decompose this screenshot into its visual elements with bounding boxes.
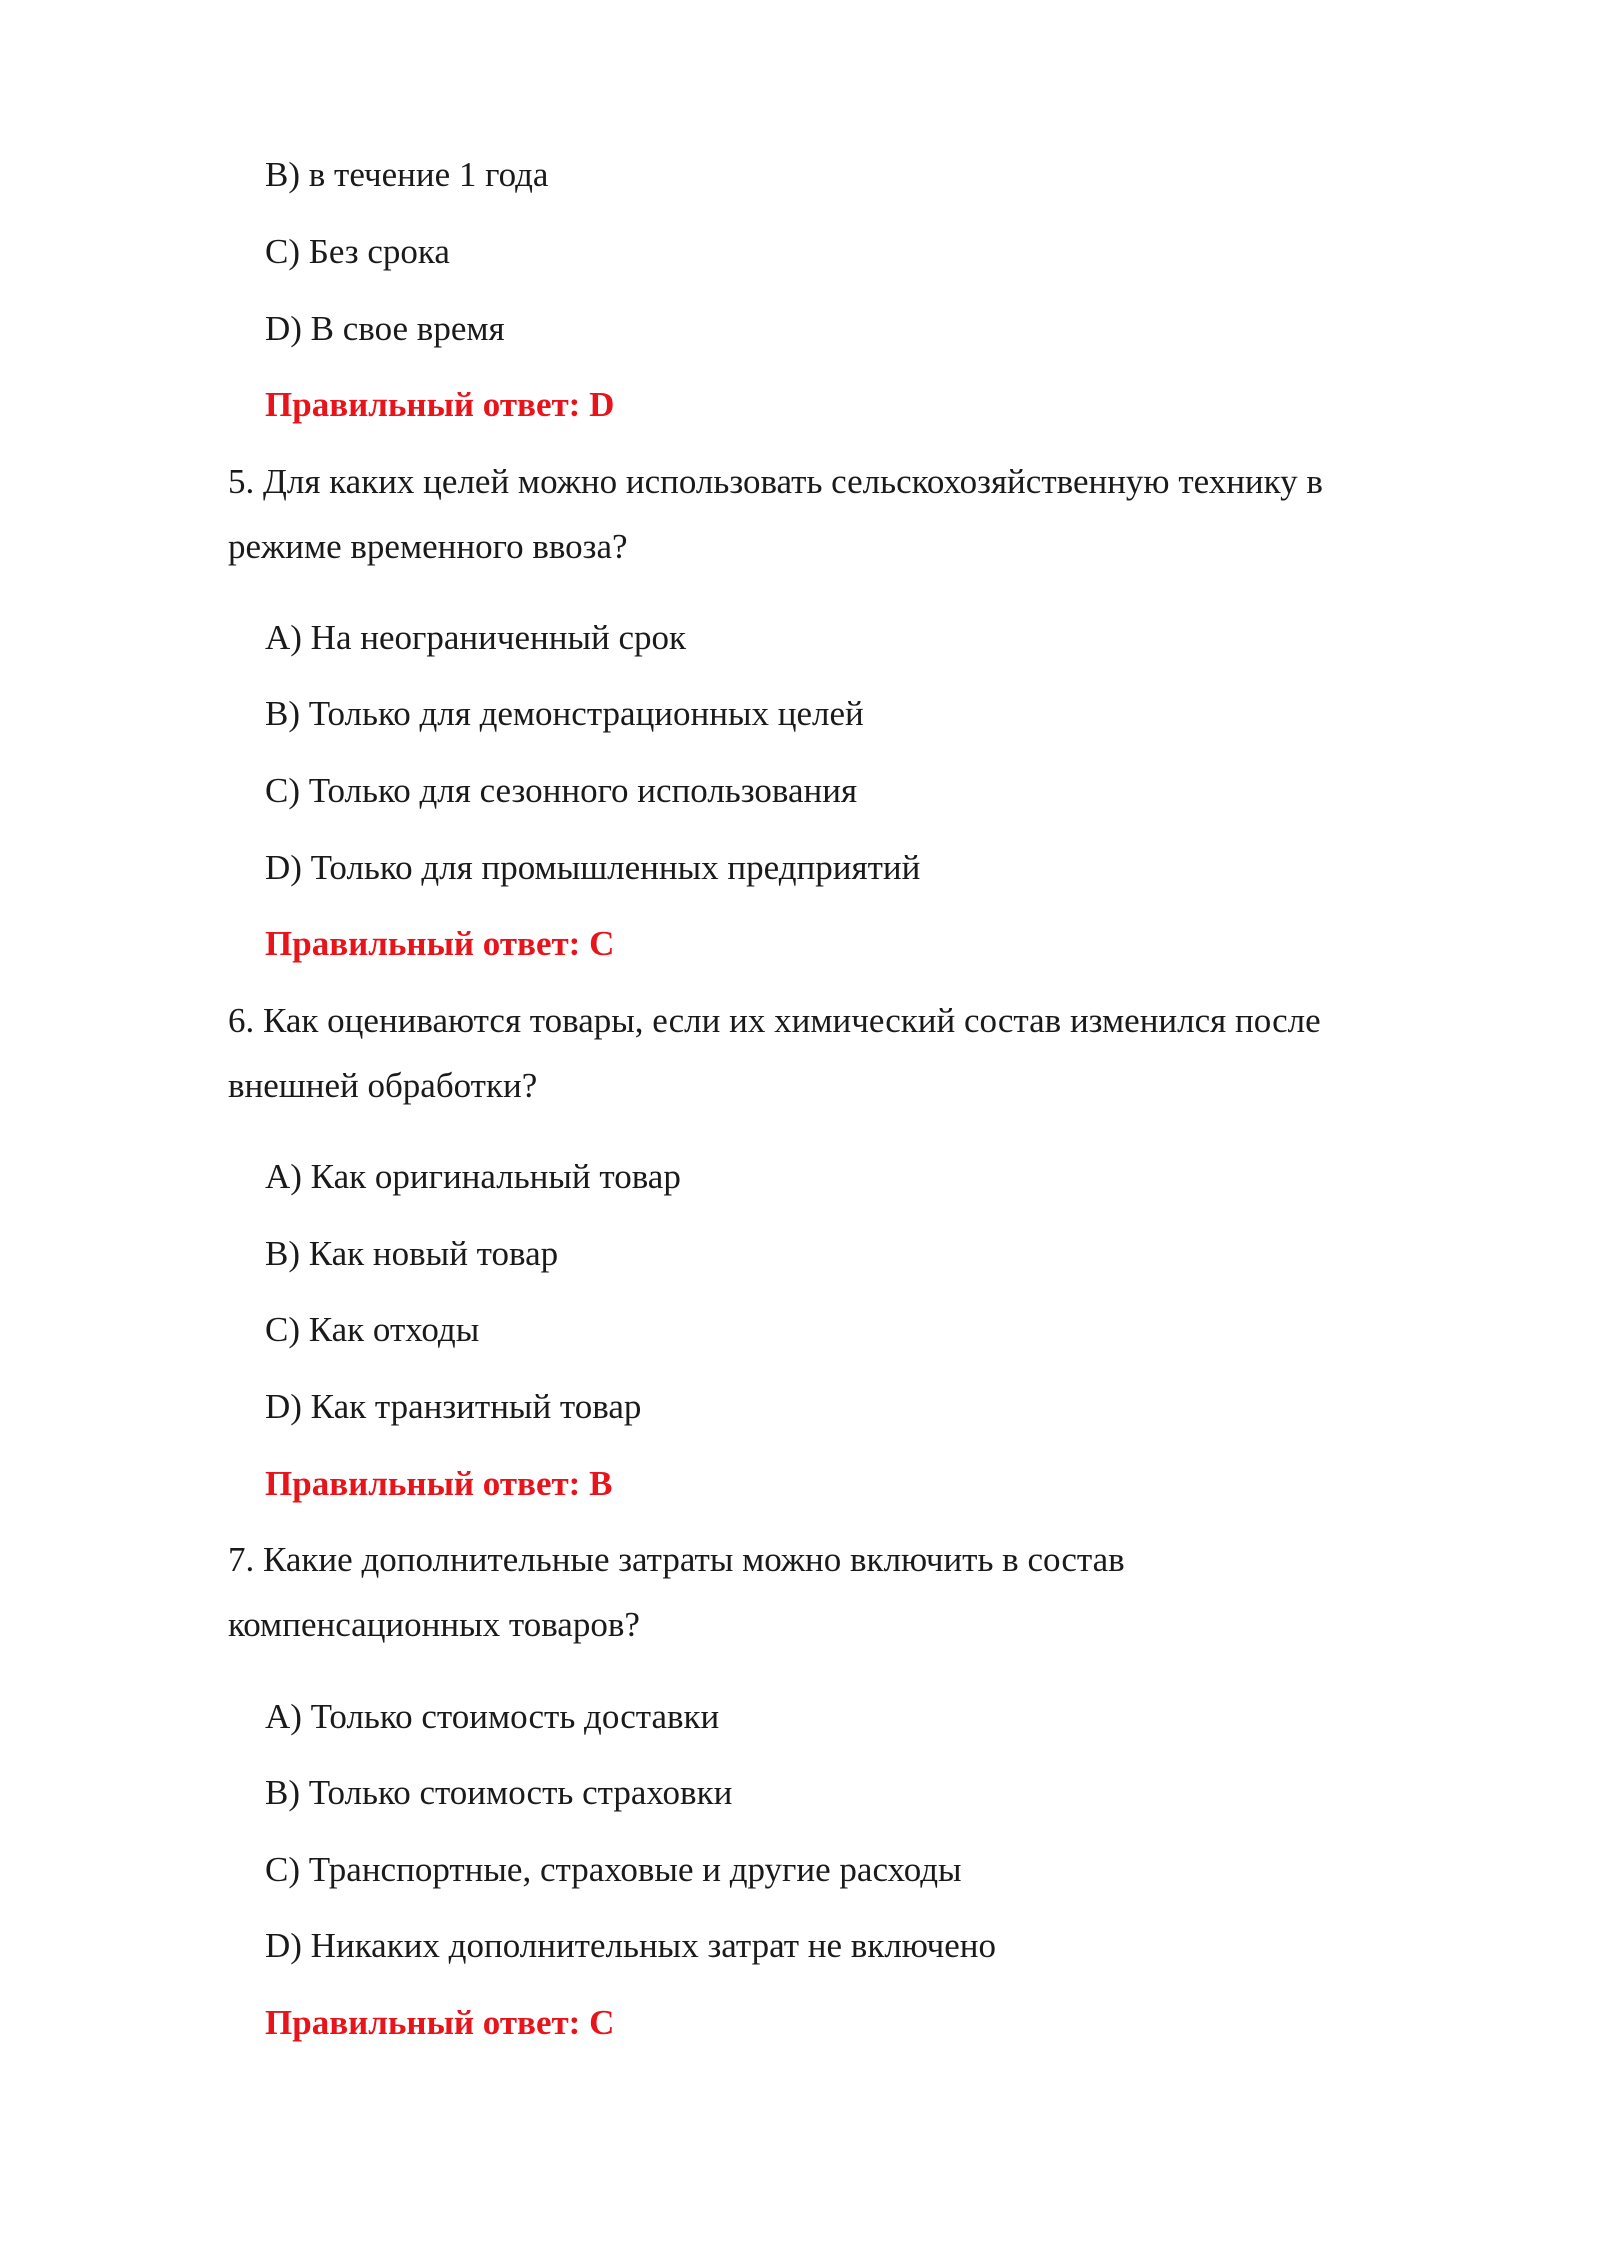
option-a: A) Только стоимость доставки [265, 1697, 720, 1736]
correct-answer: Правильный ответ: C [265, 2003, 615, 2042]
option-a: A) На неограниченный срок [265, 618, 686, 657]
option-b: B) Только для демонстрационных целей [265, 694, 864, 733]
correct-answer: Правильный ответ: C [265, 924, 615, 963]
question-text: 6. Как оцениваются товары, если их химический состав изменился после [228, 1001, 1321, 1040]
option-d: D) Как транзитный товар [265, 1387, 642, 1426]
question-text: 5. Для каких целей можно использовать сельскохозяйственную технику в [228, 462, 1323, 501]
option-d: D) В свое время [265, 309, 505, 348]
option-c: C) Транспортные, страховые и другие расходы [265, 1850, 962, 1889]
question-text: компенсационных товаров? [228, 1605, 640, 1644]
option-b: B) Как новый товар [265, 1234, 559, 1273]
correct-answer: Правильный ответ: D [265, 385, 615, 424]
option-d: D) Никаких дополнительных затрат не включено [265, 1926, 996, 1965]
option-b: B) Только стоимость страховки [265, 1773, 733, 1812]
correct-answer: Правильный ответ: B [265, 1464, 613, 1503]
question-text: 7. Какие дополнительные затраты можно включить в состав [228, 1540, 1125, 1579]
option-b: B) в течение 1 года [265, 155, 549, 194]
question-text: режиме временного ввоза? [228, 527, 628, 566]
question-text: внешней обработки? [228, 1066, 538, 1105]
option-d: D) Только для промышленных предприятий [265, 848, 921, 887]
option-c: C) Без срока [265, 232, 450, 271]
option-c: C) Как отходы [265, 1310, 480, 1349]
option-c: C) Только для сезонного использования [265, 771, 858, 810]
option-a: A) Как оригинальный товар [265, 1157, 681, 1196]
